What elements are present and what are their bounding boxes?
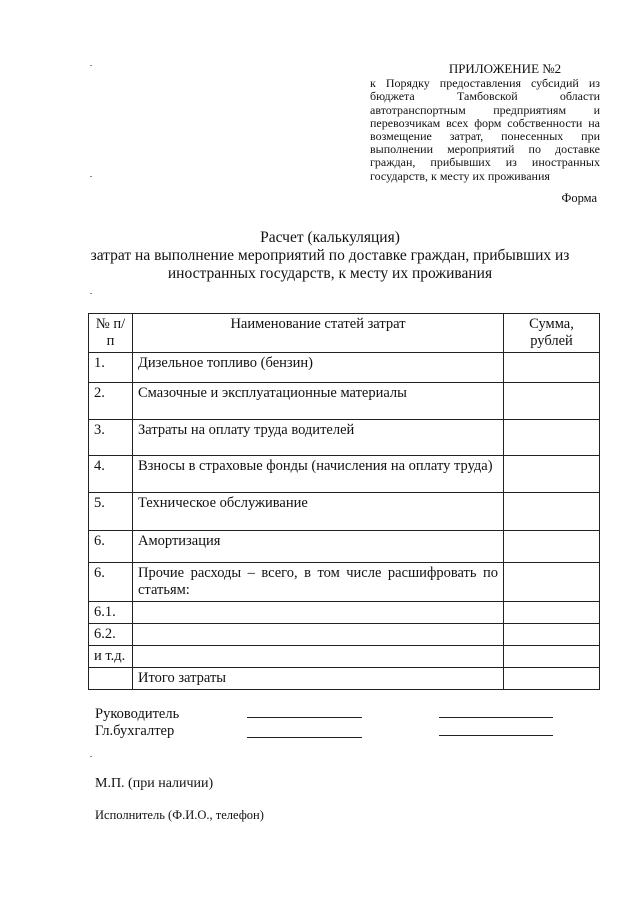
- row-num-cell: 6.1.: [89, 602, 133, 624]
- table-row: [89, 383, 600, 420]
- scan-speck: [90, 65, 92, 66]
- header-sum: Сумма, рублей: [504, 314, 600, 353]
- table-row: [89, 456, 600, 493]
- row-name-cell: [133, 602, 504, 624]
- table-row: [89, 602, 600, 624]
- row-num-cell: 6.2.: [89, 624, 133, 646]
- table-header-row: [89, 314, 600, 353]
- head-signature-line: [247, 717, 362, 718]
- row-sum-cell: [504, 531, 600, 563]
- row-num-cell: [89, 668, 133, 690]
- row-sum-cell: [504, 563, 600, 602]
- title-line-2: затрат на выполнение мероприятий по доставке граждан, прибывших из: [90, 247, 570, 264]
- row-sum-cell: [504, 646, 600, 668]
- row-num-cell: 5.: [89, 493, 133, 531]
- row-num-cell: 1.: [89, 353, 133, 383]
- row-name-cell: [133, 646, 504, 668]
- row-sum-cell: [504, 456, 600, 493]
- accountant-name-line: [439, 735, 553, 736]
- row-num-cell: 6.: [89, 563, 133, 602]
- row-name-cell: Амортизация: [133, 531, 504, 563]
- document-title: [60, 229, 600, 283]
- table-row: [89, 420, 600, 456]
- row-sum-cell: [504, 668, 600, 690]
- row-name-cell: Дизельное топливо (бензин): [133, 353, 504, 383]
- row-name-cell: Смазочные и эксплуатационные материалы: [133, 383, 504, 420]
- accountant-signature-line: [247, 737, 362, 738]
- row-sum-cell: [504, 624, 600, 646]
- row-sum-cell: [504, 493, 600, 531]
- row-num-cell: 4.: [89, 456, 133, 493]
- table-body: [89, 353, 600, 690]
- header-name: Наименование статей затрат: [133, 314, 504, 353]
- row-name-cell: [133, 624, 504, 646]
- head-name-line: [439, 717, 553, 718]
- table-row: [89, 624, 600, 646]
- scan-speck: [90, 756, 92, 757]
- row-name-cell: Техническое обслуживание: [133, 493, 504, 531]
- appendix-text: к Порядку предоставления субсидий из бюджета Тамбовской области автотранспортным предприятиям и перевозчикам всех форм собственности на возмещение затрат, понесенных при выполнении мероприятий по доставке граждан, прибывших из иностранных государств, к месту их проживания: [370, 76, 600, 183]
- row-num-cell: и т.д.: [89, 646, 133, 668]
- table-row: [89, 563, 600, 602]
- cost-table: [88, 313, 600, 690]
- table-row: [89, 353, 600, 383]
- row-name-cell: Итого затраты: [133, 668, 504, 690]
- row-name-cell: Затраты на оплату труда водителей: [133, 420, 504, 456]
- table-row: [89, 646, 600, 668]
- title-line-3: иностранных государств, к месту их проживания: [167, 265, 493, 282]
- executor-label: Исполнитель (Ф.И.О., телефон): [95, 808, 264, 822]
- table-row: [89, 493, 600, 531]
- appendix-title: ПРИЛОЖЕНИЕ №2: [448, 61, 562, 76]
- head-signature-label: Руководитель: [95, 706, 180, 722]
- accountant-signature-label: Гл.бухгалтер: [95, 723, 175, 739]
- row-sum-cell: [504, 383, 600, 420]
- row-sum-cell: [504, 602, 600, 624]
- title-line-1: Расчет (калькуляция): [260, 229, 400, 246]
- row-num-cell: 3.: [89, 420, 133, 456]
- scan-speck: [90, 293, 92, 294]
- stamp-label: М.П. (при наличии): [95, 776, 214, 791]
- table-row: [89, 668, 600, 690]
- scan-speck: [90, 176, 92, 177]
- appendix-header: [370, 62, 600, 183]
- row-sum-cell: [504, 420, 600, 456]
- row-num-cell: 6.: [89, 531, 133, 563]
- form-label: Форма: [561, 191, 597, 205]
- row-name-cell: Прочие расходы – всего, в том числе расшифровать по статьям:: [133, 563, 504, 602]
- row-name-cell: Взносы в страховые фонды (начисления на оплату труда): [133, 456, 504, 493]
- table-row: [89, 531, 600, 563]
- row-sum-cell: [504, 353, 600, 383]
- header-num: № п/п: [89, 314, 133, 353]
- row-num-cell: 2.: [89, 383, 133, 420]
